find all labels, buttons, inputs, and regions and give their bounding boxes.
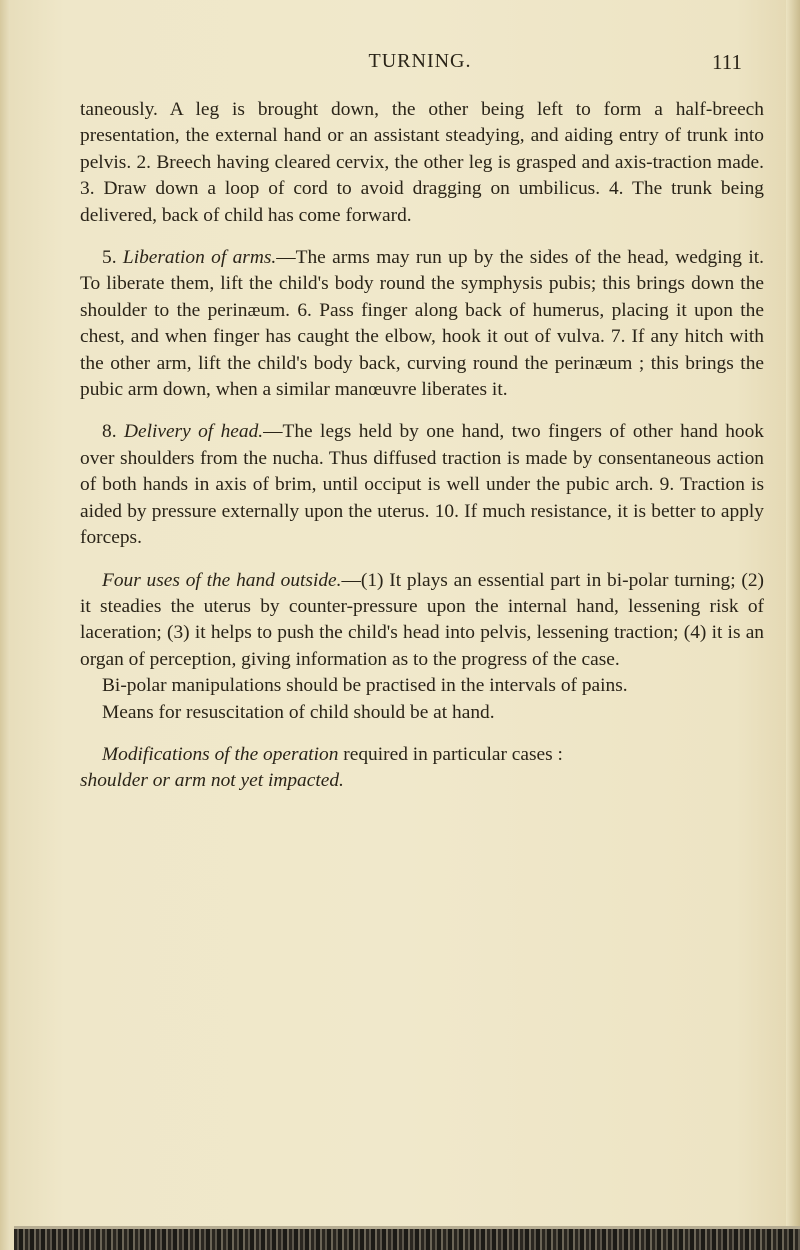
body-text [80,97,764,795]
page-right-edge [786,0,800,1250]
paragraph-body: —The legs held by one hand, two fingers of other hand hook over shoulders from the nucha. Thus diffused traction is made by consentaneous action of both hands in axis of brim, until occiput is well under the pubic arch. 9. Traction is aided by pressure externally upon the uterus. 10. If much resistance, it is better to apply forceps. [80,421,764,549]
page-header [78,50,762,80]
paragraph-body: —(1) It plays an essential part in bi-polar turning; (2) it steadies the uterus by counter-pressure upon the internal hand, lessening risk of laceration; (3) it helps to push the child's head into pelvis, lessening traction; (4) it is an organ of perception, giving information as to the progress of the case. [80,569,764,670]
page-number: 111 [712,50,742,74]
section-heading-liberation-of-arms: Liberation of arms. [122,247,277,269]
paragraph-continuation: taneously. A leg is brought down, the other being left to form a half-breech presentation, the external hand or an assistant steadying, and aiding entry of trunk into pelvis. 2. Breech having cleared cervix, the other leg is grasped and axis-traction made. 3. Draw down a loop of cord to avoid dragging on umbilicus. 4. The trunk being delivered, back of child has come forward. [80,99,764,226]
paragraph-delivery-of-head [80,419,764,551]
section-heading-four-uses: Four uses of the hand outside. [102,569,342,591]
paragraph-bipolar: Bi-polar manipulations should be practised in the intervals of pains. [102,675,628,697]
paragraph-italic-tail: shoulder or arm not yet impacted. [80,770,344,792]
paragraph-resuscitation: Means for resuscitation of child should be at hand. [102,701,495,723]
page-left-edge [0,0,10,1250]
paragraph-body: required in particular cases : [338,743,563,765]
paragraph-number: 8. [102,421,124,443]
running-head: TURNING. [368,50,472,72]
paragraph-modifications [80,742,764,795]
page-bottom-edge [14,1229,800,1250]
section-heading-modifications: Modifications of the operation [102,743,339,765]
paragraph-uses-of-hand [80,568,764,674]
section-heading-delivery-of-head: Delivery of head. [123,421,264,443]
paragraph-liberation-of-arms [80,245,764,403]
paragraph-body: —The arms may run up by the sides of the head, wedging it. To liberate them, lift the child's body round the symphysis pubis; this brings down the shoulder to the perinæum. 6. Pass finger along back of humerus, placing it upon the chest, and when finger has caught the elbow, hook it out of vulva. 7. If any hitch with the other arm, lift the child's body back, curving round the perinæum ; this brings the pubic arm down, when a similar manœuvre liberates it. [80,247,764,401]
paragraph-number: 5. [102,247,123,269]
